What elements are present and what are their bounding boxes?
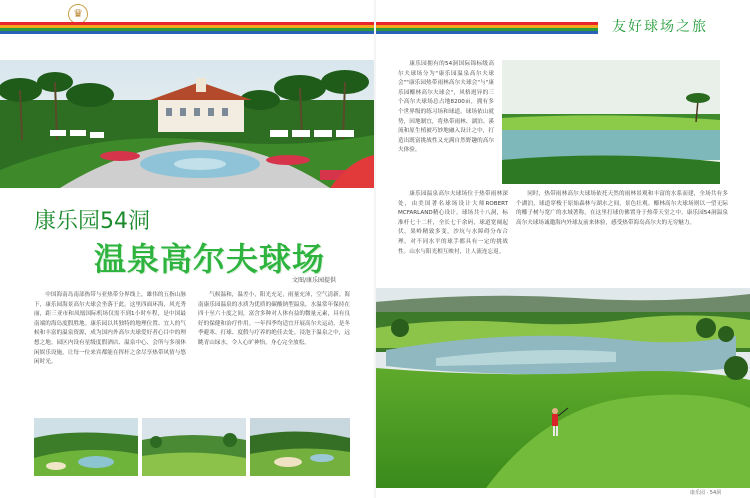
paragraph: 同时，热带雨林高尔夫球场依托天然的雨林景观和丰富的水系而建，全场共有多个湖泊，球道穿梭于原始森林与湖水之间，景色壮观。椰林高尔夫球场则以一望无际的椰子树与宽广的水域著称，在这里打球仿佛置身于热带天堂之中。康乐园54洞温泉高尔夫球场诚邀海内外球友前来体验，感受热带海岛高尔夫的无穷魅力。 [516, 191, 728, 226]
text-column-right-2 [398, 190, 508, 286]
paragraph: 康乐园拥有的54洞国际锦标级高尔夫球场分为"康乐园温泉高尔夫球会""康乐园热带雨林高尔夫球会"与"康乐园椰林高尔夫球会"，风格迥异的三个高尔夫球场总占地8200亩，拥有多个世界级的练习场和球道。球场依山就势，因地制宜，将热带雨林、湖泊、溪流和原生植被巧妙地融入设计之中，打造出既富挑战性又充满自然野趣的高尔夫体验。 [398, 61, 494, 154]
course-thumbnail-2 [142, 418, 246, 476]
section-title: 友好球场之旅 [612, 19, 708, 35]
course-thumbnail-3 [250, 418, 350, 476]
golfer-fairway-photo [376, 288, 750, 488]
text-column-right-3 [516, 190, 728, 286]
paragraph: 气候温和，温差小，阳光充足，雨量充沛，空气清新。海南康乐园温泉的水质为优质的碳酸钠型温泉，水温常年保持在四十至六十度之间，富含多种对人体有益的微量元素，具有良好的保健和治疗作用。一年四季均适宜开展高尔夫运动，是冬季避寒、打球、度假与疗养的绝佳去处。浸泡于温泉之中，远眺青山绿水，令人心旷神怡，身心完全放松。 [198, 292, 350, 346]
article-title-line2: 温泉高尔夫球场 [94, 240, 326, 278]
text-column-left-1 [34, 291, 186, 415]
paragraph: 中国海南岛南部热带与亚热带分界线上，雄伟的五指山脉下，康乐园海景高尔夫球会坐落于此。这里四面环海，风光秀丽，距三亚市和凤凰国际机场仅需不到1小时车程，是中国最南端的海岛度假胜地。康乐园以其独特的地理位置、宜人的气候和丰富的温泉资源，成为国内外高尔夫球爱好者心目中的理想之地。园区内设有星级度假酒店、温泉中心、会所与多项休闲娱乐设施，让每一位来宾都能在挥杆之余尽享热带风情与悠闲时光。 [34, 292, 186, 366]
page-number: 康乐园 · 54洞 [690, 490, 722, 496]
crest-icon: ♛ [68, 4, 88, 24]
clubhouse-photo [0, 60, 374, 188]
text-column-left-2 [198, 291, 350, 415]
header-stripe-left [0, 22, 374, 34]
paragraph: 康乐园温泉高尔夫球场位于热带雨林深处，由美国著名球场设计大师ROBERT MCFARLAND精心设计。球场共十八洞，标准杆七十二杆，全长七千余码，球道宽阔起伏，果岭精致多变，沙坑与水障碍分布合理，对不同水平的球手都具有一定的挑战性。山水与阳光相互映衬，让人流连忘返。 [398, 191, 508, 255]
course-thumbnail-1 [34, 418, 138, 476]
lake-course-photo [502, 60, 720, 184]
article-byline: 文图/康乐园提供 [292, 277, 337, 284]
header-stripe-right [376, 22, 598, 34]
article-title-line1: 康乐园54洞 [34, 209, 150, 234]
